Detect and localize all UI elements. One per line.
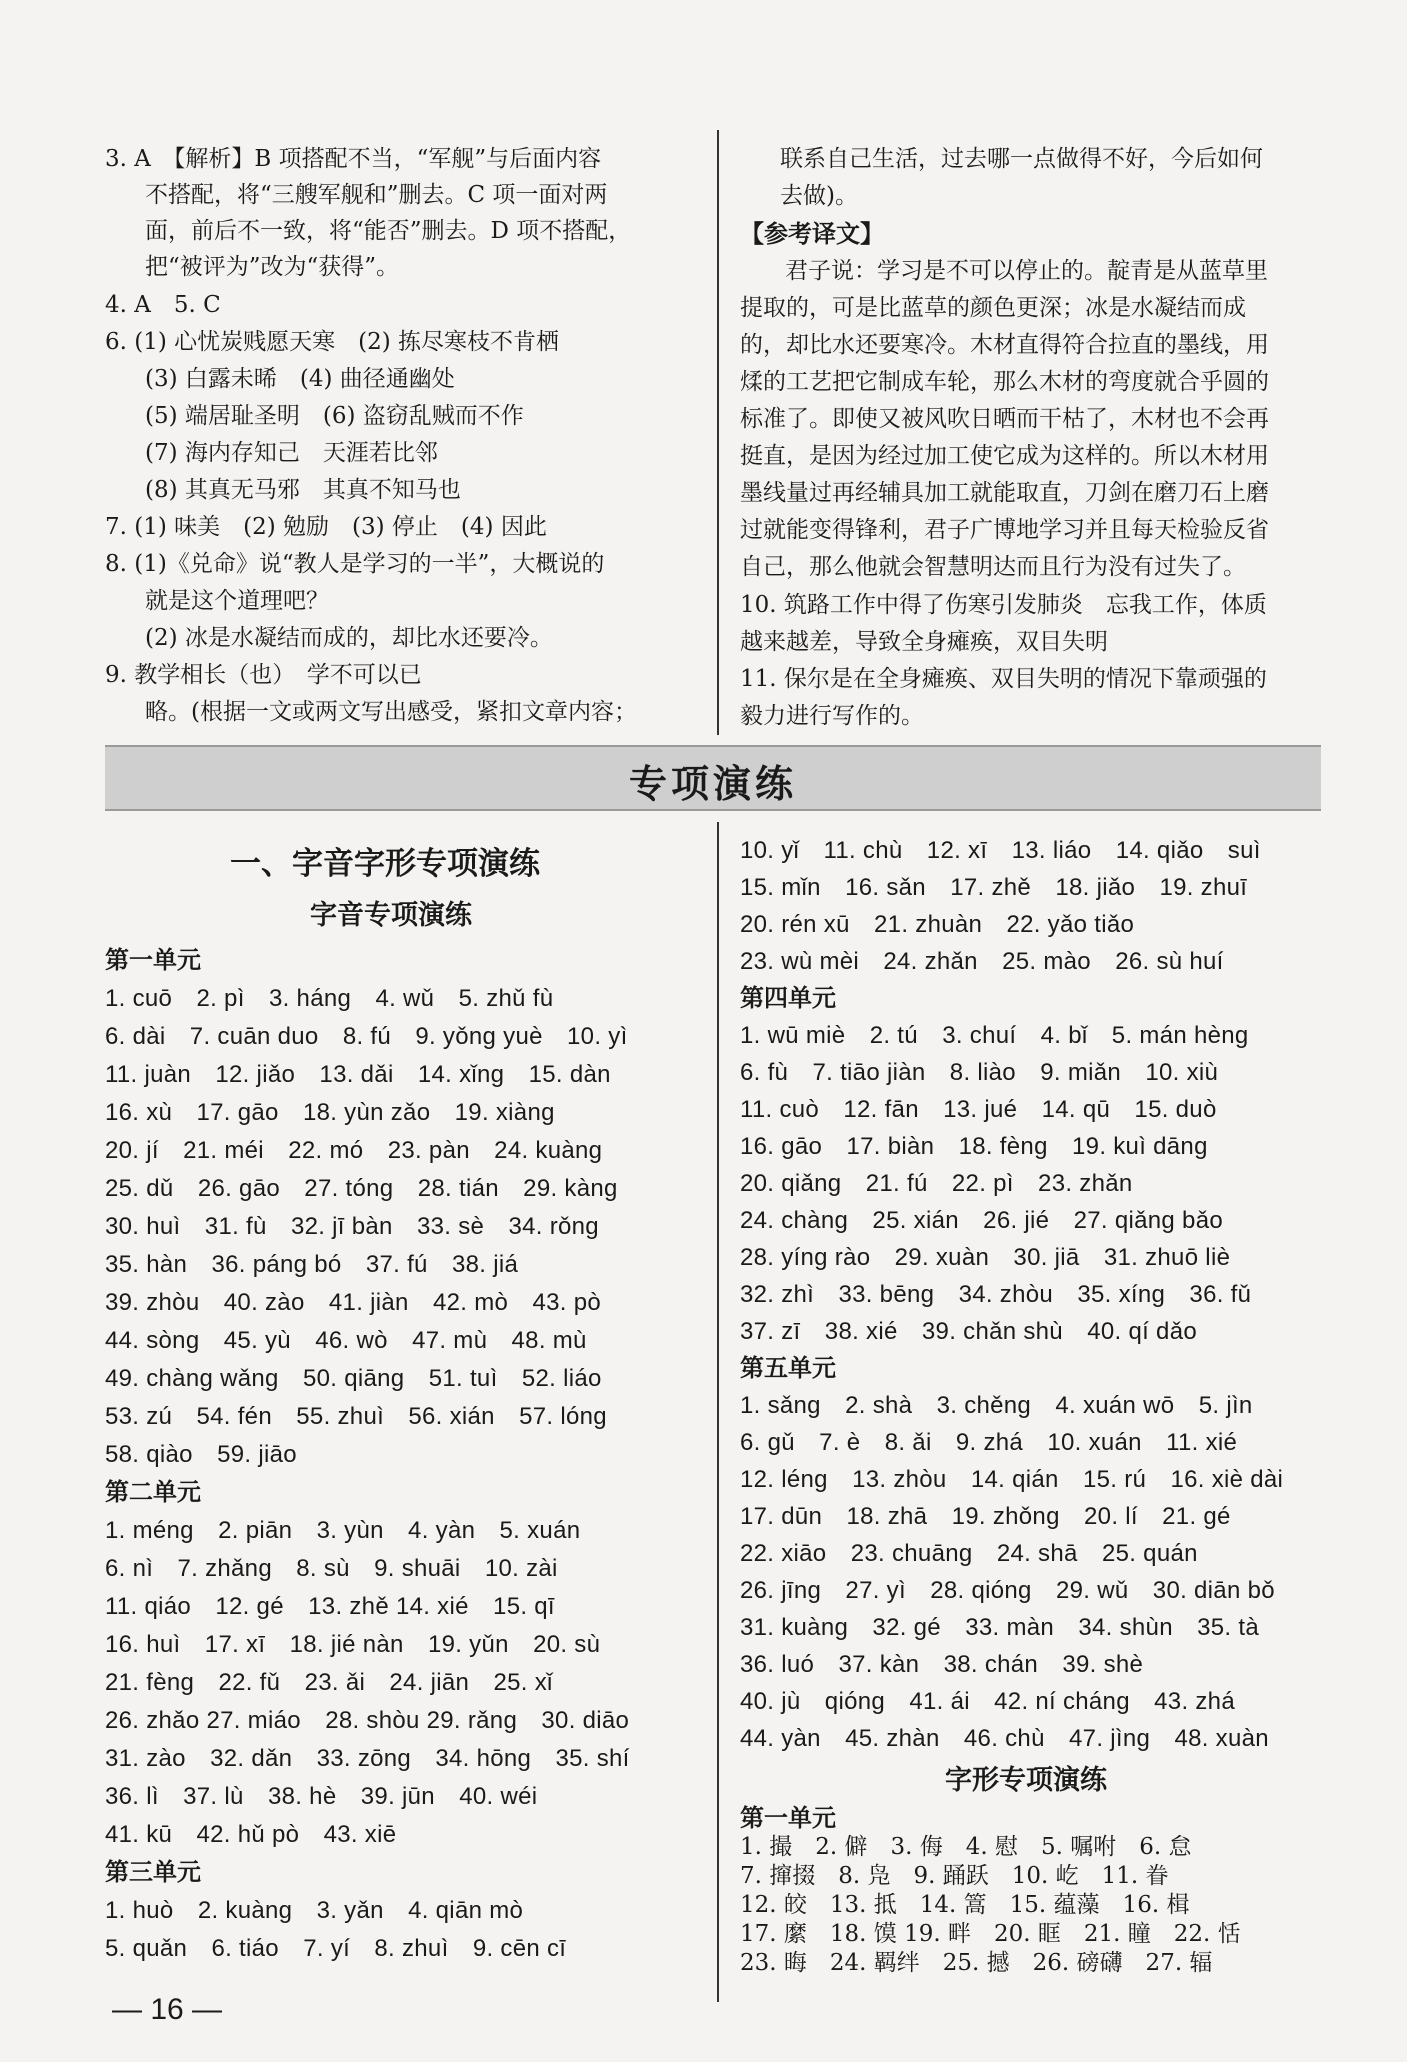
answer-line: (5) 端居耻圣明 (6) 盗窃乱贼而不作 — [145, 403, 524, 429]
pinyin-line: 17. dūn 18. zhā 19. zhǒng 20. lí 21. gé — [740, 1503, 1231, 1530]
translation-line: 煣的工艺把它制成车轮，那么木材的弯度就合乎圆的 — [740, 369, 1269, 395]
pinyin-line: 32. zhì 33. bēng 34. zhòu 35. xíng 36. fǔ — [740, 1281, 1252, 1308]
glyph-line: 7. 撺掇 8. 凫 9. 踊跃 10. 屹 11. 眷 — [740, 1863, 1169, 1889]
glyph-line: 1. 撮 2. 僻 3. 侮 4. 慰 5. 嘱咐 6. 怠 — [740, 1834, 1192, 1860]
pinyin-line: 31. kuàng 32. gé 33. màn 34. shùn 35. tà — [740, 1614, 1259, 1641]
reference-translation-heading: 【参考译文】 — [740, 220, 884, 248]
answer-line: (3) 白露未晞 (4) 曲径通幽处 — [145, 366, 455, 392]
translation-line: 墨线量过再经辅具加工就能取直，刀剑在磨刀石上磨 — [740, 480, 1269, 506]
pinyin-line: 1. sǎng 2. shà 3. chěng 4. xuán wō 5. jìn — [740, 1392, 1253, 1419]
pinyin-line: 37. zī 38. xié 39. chǎn shù 40. qí dǎo — [740, 1318, 1198, 1345]
translation-line: 过就能变得锋利，君子广博地学习并且每天检验反省 — [740, 517, 1269, 543]
section-banner — [105, 745, 1321, 811]
translation-line: 标准了。即使又被风吹日晒而干枯了，木材也不会再 — [740, 406, 1269, 432]
answer-line: (7) 海内存知己 天涯若比邻 — [145, 440, 438, 466]
pinyin-line: 20. rén xū 21. zhuàn 22. yǎo tiǎo — [740, 911, 1135, 938]
pinyin-line: 6. dài 7. cuān duo 8. fú 9. yǒng yuè 10. yì — [105, 1023, 628, 1050]
pinyin-line: 12. léng 13. zhòu 14. qián 15. rú 16. xiè dài — [740, 1466, 1284, 1493]
answer-line: (2) 冰是水凝结而成的，却比水还要冷。 — [145, 625, 553, 651]
unit-label: 第三单元 — [105, 1858, 201, 1886]
pinyin-line: 24. chàng 25. xián 26. jié 27. qiǎng bǎo — [740, 1207, 1223, 1234]
glyph-line: 17. 縻 18. 馍 19. 畔 20. 眶 21. 瞳 22. 恬 — [740, 1921, 1241, 1947]
pinyin-line: 6. fù 7. tiāo jiàn 8. liào 9. miǎn 10. xiù — [740, 1059, 1219, 1086]
answer-line: 去做)。 — [780, 183, 858, 209]
unit-label: 第一单元 — [740, 1804, 836, 1832]
column-divider-bottom — [717, 822, 719, 2002]
answer-line: 11. 保尔是在全身瘫痪、双目失明的情况下靠顽强的 — [740, 666, 1267, 692]
pinyin-line: 6. gǔ 7. è 8. ǎi 9. zhá 10. xuán 11. xié — [740, 1429, 1238, 1456]
column-divider-top — [717, 130, 719, 735]
pinyin-line: 1. wū miè 2. tú 3. chuí 4. bǐ 5. mán hèng — [740, 1022, 1249, 1049]
answer-line: 把“被评为”改为“获得”。 — [145, 254, 400, 280]
pinyin-line: 44. yàn 45. zhàn 46. chù 47. jìng 48. xuàn — [740, 1725, 1269, 1752]
pinyin-line: 31. zào 32. dǎn 33. zōng 34. hōng 35. shí — [105, 1745, 630, 1772]
answer-line: 9. 教学相长（也） 学不可以已 — [105, 662, 422, 688]
pinyin-line: 25. dǔ 26. gāo 27. tóng 28. tián 29. kàng — [105, 1175, 618, 1202]
pinyin-line: 58. qiào 59. jiāo — [105, 1441, 297, 1468]
pinyin-line: 11. cuò 12. fān 13. jué 14. qū 15. duò — [740, 1096, 1217, 1123]
pinyin-line: 5. quǎn 6. tiáo 7. yí 8. zhuì 9. cēn cī — [105, 1935, 567, 1962]
pinyin-line: 36. luó 37. kàn 38. chán 39. shè — [740, 1651, 1144, 1678]
unit-label: 第二单元 — [105, 1478, 201, 1506]
banner-title: 专项演练 — [628, 762, 797, 806]
pinyin-line: 35. hàn 36. páng bó 37. fú 38. jiá — [105, 1251, 519, 1278]
pinyin-line: 20. qiǎng 21. fú 22. pì 23. zhǎn — [740, 1170, 1133, 1197]
unit-label: 第四单元 — [740, 984, 836, 1012]
answer-line: 就是这个道理吧？ — [145, 588, 329, 614]
pinyin-line: 39. zhòu 40. zào 41. jiàn 42. mò 43. pò — [105, 1289, 601, 1316]
translation-line: 的，却比水还要寒冷。木材直得符合拉直的墨线，用 — [740, 332, 1269, 358]
pinyin-line: 1. huò 2. kuàng 3. yǎn 4. qiān mò — [105, 1897, 524, 1924]
pinyin-line: 44. sòng 45. yù 46. wò 47. mù 48. mù — [105, 1327, 587, 1354]
pinyin-line: 49. chàng wǎng 50. qiāng 51. tuì 52. liáo — [105, 1365, 602, 1392]
translation-line: 挺直，是因为经过加工使它成为这样的。所以木材用 — [740, 443, 1269, 469]
answer-line: 8. (1)《兑命》说“教人是学习的一半”，大概说的 — [105, 551, 605, 577]
pinyin-line: 53. zú 54. fén 55. zhuì 56. xián 57. lóng — [105, 1403, 607, 1430]
pinyin-line: 16. huì 17. xī 18. jié nàn 19. yǔn 20. sù — [105, 1631, 601, 1658]
unit-label: 第一单元 — [105, 946, 201, 974]
pinyin-line: 6. nì 7. zhǎng 8. sù 9. shuāi 10. zài — [105, 1555, 558, 1582]
pinyin-line: 23. wù mèi 24. zhǎn 25. mào 26. sù huí — [740, 948, 1224, 975]
page-number: — 16 — — [112, 1993, 223, 2026]
pinyin-line: 26. jīng 27. yì 28. qióng 29. wǔ 30. diān bǒ — [740, 1577, 1275, 1604]
pinyin-line: 41. kū 42. hǔ pò 43. xiē — [105, 1821, 397, 1848]
pinyin-line: 40. jù qióng 41. ái 42. ní cháng 43. zhá — [740, 1688, 1235, 1715]
subsection-title-glyph: 字形专项演练 — [945, 1765, 1107, 1796]
pinyin-line: 1. méng 2. piān 3. yùn 4. yàn 5. xuán — [105, 1517, 581, 1544]
answer-line: 略。(根据一文或两文写出感受，紧扣文章内容； — [145, 699, 637, 725]
section-title: 一、字音字形专项演练 — [230, 846, 540, 882]
pinyin-line: 22. xiāo 23. chuāng 24. shā 25. quán — [740, 1540, 1198, 1567]
pinyin-line: 10. yǐ 11. chù 12. xī 13. liáo 14. qiǎo suì — [740, 837, 1261, 864]
glyph-line: 12. 皎 13. 抵 14. 篙 15. 蕴藻 16. 楫 — [740, 1892, 1190, 1918]
pinyin-line: 11. juàn 12. jiǎo 13. dǎi 14. xǐng 15. dàn — [105, 1061, 611, 1088]
translation-line: 君子说：学习是不可以停止的。靛青是从蓝草里 — [785, 258, 1268, 284]
answer-line: 面，前后不一致，将“能否”删去。D 项不搭配， — [145, 218, 632, 244]
answer-line: 越来越差，导致全身瘫痪，双目失明 — [740, 629, 1108, 655]
answer-line: (8) 其真无马邪 其真不知马也 — [145, 477, 461, 503]
translation-line: 自己，那么他就会智慧明达而且行为没有过失了。 — [740, 554, 1246, 580]
pinyin-line: 30. huì 31. fù 32. jī bàn 33. sè 34. rǒng — [105, 1213, 599, 1240]
pinyin-line: 16. gāo 17. biàn 18. fèng 19. kuì dāng — [740, 1133, 1208, 1160]
answer-line: 10. 筑路工作中得了伤寒引发肺炎 忘我工作，体质 — [740, 592, 1267, 618]
pinyin-line: 20. jí 21. méi 22. mó 23. pàn 24. kuàng — [105, 1137, 603, 1164]
pinyin-line: 15. mǐn 16. sǎn 17. zhě 18. jiǎo 19. zhuī — [740, 874, 1248, 901]
pinyin-line: 11. qiáo 12. gé 13. zhě 14. xié 15. qī — [105, 1593, 555, 1620]
pinyin-line: 36. lì 37. lù 38. hè 39. jūn 40. wéi — [105, 1783, 538, 1810]
answer-line: 6. (1) 心忧炭贱愿天寒 (2) 拣尽寒枝不肯栖 — [105, 329, 560, 355]
pinyin-line: 1. cuō 2. pì 3. háng 4. wǔ 5. zhǔ fù — [105, 985, 554, 1012]
translation-line: 提取的，可是比蓝草的颜色更深；冰是水凝结而成 — [740, 295, 1246, 321]
answer-line: 不搭配，将“三艘军舰和”删去。C 项一面对两 — [145, 182, 608, 208]
pinyin-line: 28. yíng rào 29. xuàn 30. jiā 31. zhuō liè — [740, 1244, 1231, 1271]
pinyin-line: 26. zhǎo 27. miáo 28. shòu 29. rǎng 30. diāo — [105, 1707, 630, 1734]
answer-line: 3. A 【解析】B 项搭配不当，“军舰”与后面内容 — [105, 146, 602, 172]
answer-line: 联系自己生活，过去哪一点做得不好，今后如何 — [780, 146, 1263, 172]
pinyin-line: 16. xù 17. gāo 18. yùn zǎo 19. xiàng — [105, 1099, 555, 1126]
pinyin-line: 21. fèng 22. fǔ 23. ǎi 24. jiān 25. xǐ — [105, 1669, 553, 1696]
answer-line: 7. (1) 味美 (2) 勉励 (3) 停止 (4) 因此 — [105, 514, 547, 540]
glyph-line: 23. 晦 24. 羁绊 25. 撼 26. 磅礴 27. 辐 — [740, 1950, 1213, 1976]
answer-line: 毅力进行写作的。 — [740, 703, 924, 729]
unit-label: 第五单元 — [740, 1354, 836, 1382]
answer-line: 4. A 5. C — [105, 292, 221, 318]
subsection-title-pinyin: 字音专项演练 — [310, 900, 472, 931]
